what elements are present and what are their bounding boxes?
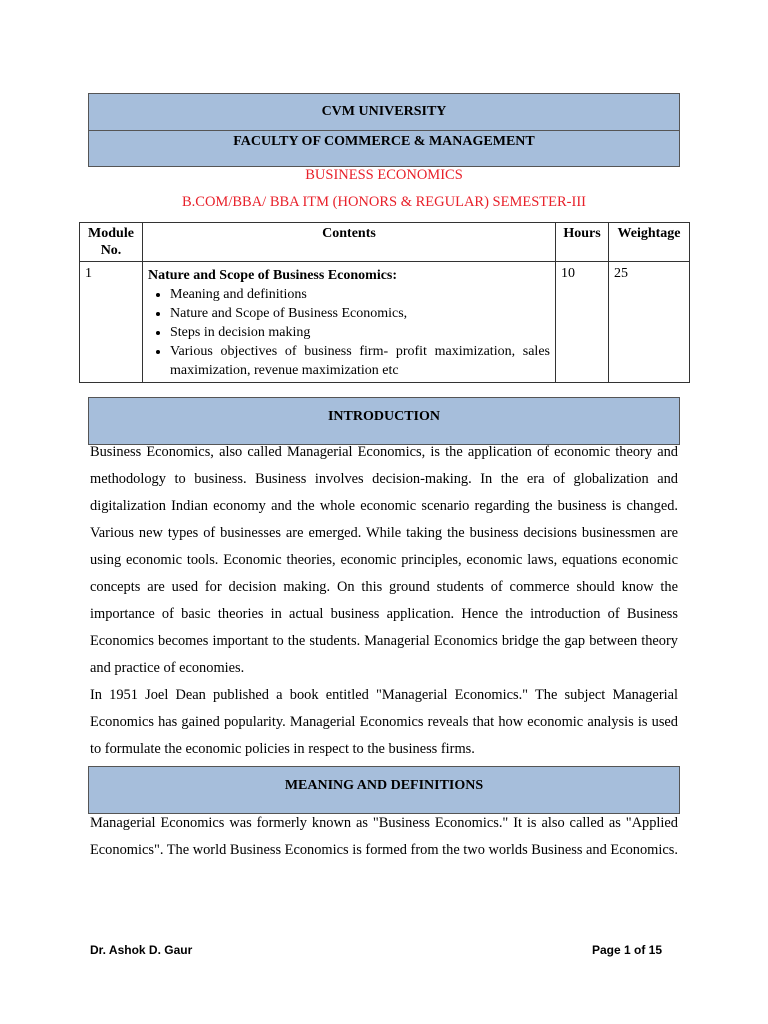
section-heading-introduction: INTRODUCTION — [88, 397, 680, 445]
list-item: • Steps in decision making — [170, 323, 550, 342]
list-item: • Nature and Scope of Business Economics, — [170, 304, 550, 323]
paragraph: Managerial Economics was formerly known as "Business Economics." It is also called as "Applied Economics". The world Business Economics is formed from the two worlds Business and Economics. — [90, 815, 678, 858]
syllabus-table — [79, 222, 690, 383]
header-weightage: Weightage — [609, 223, 690, 262]
module-number: 1 — [80, 262, 143, 383]
section-heading-meaning: MEANING AND DEFINITIONS — [88, 766, 680, 814]
module-hours: 10 — [556, 262, 609, 383]
module-contents — [143, 262, 556, 383]
footer-author: Dr. Ashok D. Gaur — [90, 943, 193, 957]
module-weightage: 25 — [609, 262, 690, 383]
introduction-text — [90, 439, 678, 763]
list-item: • Meaning and definitions — [170, 285, 550, 304]
header-module: Module No. — [80, 223, 143, 262]
header-hours: Hours — [556, 223, 609, 262]
university-name: CVM UNIVERSITY — [321, 104, 447, 119]
table-header-row — [80, 223, 690, 262]
table-row — [80, 262, 690, 383]
subject-title: BUSINESS ECONOMICS — [305, 167, 463, 183]
module-topic-list — [148, 285, 550, 380]
header-contents: Contents — [143, 223, 556, 262]
list-item: • Various objectives of business firm- profit maximization, sales maximization, revenue maximization etc — [170, 342, 550, 380]
page-number: Page 1 of 15 — [591, 943, 662, 957]
module-title: Nature and Scope of Business Economics: — [148, 268, 398, 283]
faculty-name: FACULTY OF COMMERCE & MANAGEMENT — [89, 130, 679, 168]
header-banner — [88, 93, 680, 167]
paragraph: In 1951 Joel Dean published a book entitled "Managerial Economics." The subject Managerial Economics has gained popularity. Managerial Economics reveals that how economic analysis is used to formulate the economic policies in respect to the business firms. — [90, 687, 678, 757]
paragraph: Business Economics, also called Managerial Economics, is the application of economic theory and methodology to business. Business involves decision-making. In the era of globalization and digitalization Indian economy and the whole economic scenario regarding the business is changed. Various new types of businesses are emerged. While taking the business decisions businessmen are using economic tools. Economic theories, economic principles, economic laws, equations economic concepts are used for decision making. On this ground students of commerce should know the importance of basic theories in actual business application. Hence the introduction of Business Economics becomes important to the students. Managerial Economics bridge the gap between theory and practice of economies. — [90, 444, 678, 676]
program-title: B.COM/BBA/ BBA ITM (HONORS & REGULAR) SEMESTER-III — [181, 194, 586, 210]
meaning-text — [90, 810, 678, 864]
